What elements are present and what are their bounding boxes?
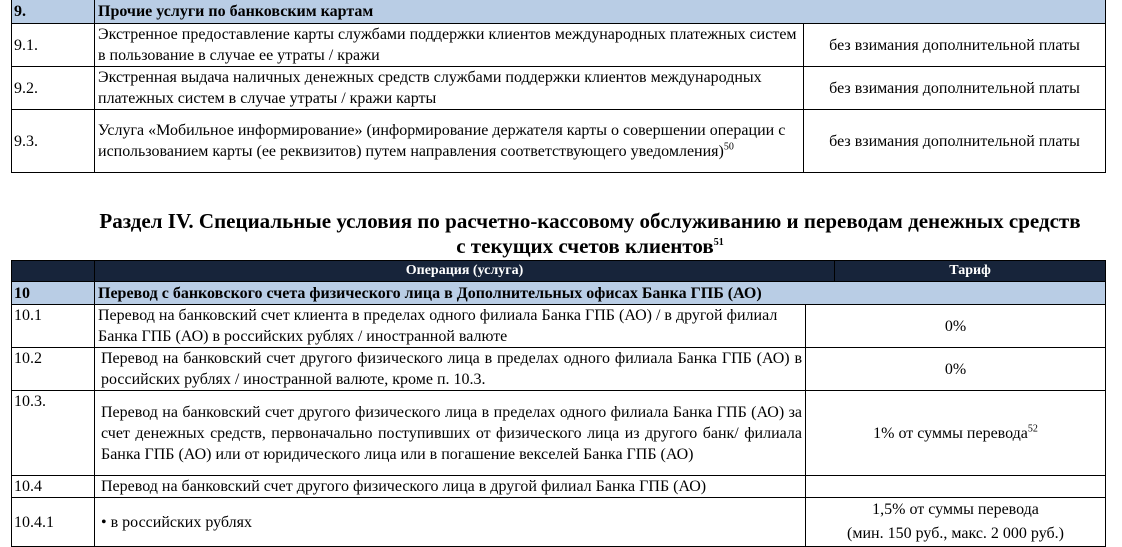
section-heading-line1: Раздел IV. Специальные условия по расчетно-кассовому обслуживанию и переводам денежных средств <box>99 209 1081 233</box>
row-description: Перевод на банковский счет другого физического лица в пределах одного филиала Банка ГПБ (АО) в российских рублях / иностранной валюте, кроме п. 10.3. <box>95 348 806 391</box>
column-header-number <box>12 261 95 282</box>
row-tariff <box>806 391 1106 476</box>
bullet: • <box>101 513 107 531</box>
section-title: Перевод с банковского счета физического лица в Дополнительных офисах Банка ГПБ (АО) <box>95 282 1106 305</box>
table-row <box>12 348 1106 391</box>
row-number: 9.2. <box>12 67 95 110</box>
row-description <box>95 110 804 173</box>
row-number: 10.4.1 <box>12 498 95 547</box>
services-table-10 <box>11 260 1106 547</box>
column-header-row <box>12 261 1106 282</box>
tariff-line1: 1,5% от суммы перевода <box>872 501 1039 518</box>
table-row <box>12 305 1106 348</box>
table-row <box>12 476 1106 498</box>
section-number: 10 <box>12 282 95 305</box>
section-heading-line2 <box>0 234 1122 259</box>
row-number: 9.1. <box>12 24 95 67</box>
row-number: 10.3. <box>12 391 95 476</box>
row-description: Экстренная выдача наличных денежных средств службами поддержки клиентов международных платежных систем в случае утраты / кражи карты <box>95 67 804 110</box>
table-row <box>12 498 1106 547</box>
tariff-line2: (мин. 150 руб., макс. 2 000 руб.) <box>847 525 1064 542</box>
row-description: Перевод на банковский счет другого физического лица в другой филиал Банка ГПБ (АО) <box>95 476 806 498</box>
services-table-9 <box>11 0 1106 173</box>
row-tariff <box>806 476 1106 498</box>
row-tariff: 0% <box>806 305 1106 348</box>
section-title: Прочие услуги по банковским картам <box>95 0 1106 24</box>
column-header-operation: Операция (услуга) <box>95 261 835 282</box>
row-number: 10.1 <box>12 305 95 348</box>
table-header-row <box>12 282 1106 305</box>
row-tariff <box>806 498 1106 547</box>
row-number: 10.4 <box>12 476 95 498</box>
footnote-ref: 51 <box>713 237 724 248</box>
description-text: Услуга «Мобильное информирование» (информирование держателя карты о совершении операции с использованием карты (ее реквизитов) путем направления соответствующего уведомления) <box>98 122 786 160</box>
section-number: 9. <box>12 0 95 24</box>
footnote-ref: 52 <box>1027 423 1038 435</box>
row-tariff: 0% <box>806 348 1106 391</box>
row-number: 9.3. <box>12 110 95 173</box>
section-heading <box>0 209 1122 259</box>
row-tariff: без взимания дополнительной платы <box>804 110 1106 173</box>
row-description: Перевод на банковский счет другого физического лица в пределах одного филиала Банка ГПБ (АО) за счет денежных средств, первоначально поступивших от физического лица из другого банк/ филиала Банка ГПБ (АО) или от юридического лица или в погашение векселей Банка ГПБ (АО) <box>95 391 806 476</box>
table-row <box>12 391 1106 476</box>
table-row <box>12 110 1106 173</box>
section-heading-text: с текущих счетов клиентов <box>456 234 714 258</box>
row-description <box>95 498 806 547</box>
table-row <box>12 24 1106 67</box>
column-header-tariff: Тариф <box>835 261 1106 282</box>
table-header-row <box>12 0 1106 24</box>
row-tariff: без взимания дополнительной платы <box>804 24 1106 67</box>
row-number: 10.2 <box>12 348 95 391</box>
row-description: Перевод на банковский счет клиента в пределах одного филиала Банка ГПБ (АО) / в другой филиал Банка ГПБ (АО) в российских рублях / иностранной валюте <box>95 305 806 348</box>
footnote-ref: 50 <box>723 141 734 153</box>
description-text: в российских рублях <box>110 513 252 531</box>
row-tariff: без взимания дополнительной платы <box>804 67 1106 110</box>
table-row <box>12 67 1106 110</box>
tariff-text: 1% от суммы перевода <box>873 424 1028 442</box>
row-description: Экстренное предоставление карты службами поддержки клиентов международных платежных систем в пользование в случае ее утраты / кражи <box>95 24 804 67</box>
